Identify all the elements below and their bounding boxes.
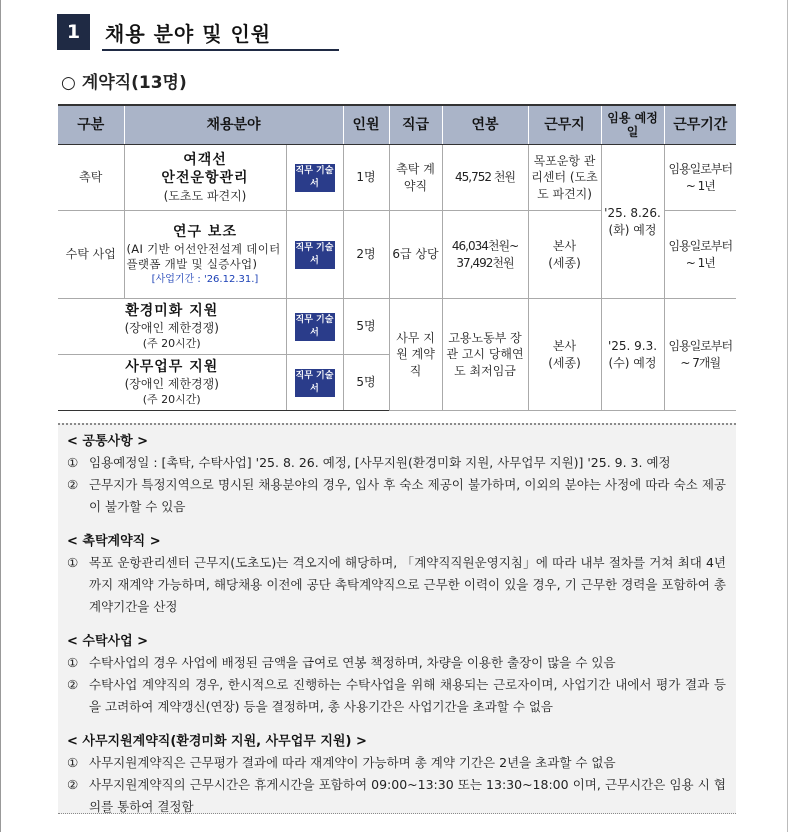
note-item	[67, 474, 726, 518]
salary-cell: 46,034천원~ 37,492천원	[442, 211, 528, 299]
field-title: 환경미화 지원	[125, 302, 219, 319]
field-title: 사무업무 지원	[125, 358, 219, 375]
badge-cell	[286, 299, 343, 355]
job-description-button[interactable]: 직무 기술서	[295, 241, 335, 269]
period-cell: 임용일로부터 ~ 1년	[664, 145, 736, 211]
job-description-button[interactable]: 직무 기술서	[295, 313, 335, 341]
badge-cell	[286, 211, 343, 299]
note-text: 수탁사업의 경우 사업에 배정된 금액을 급여로 연봉 책정하며, 차량을 이용한 출장이 많을 수 있음	[89, 655, 616, 670]
job-description-button[interactable]: 직무 기술서	[295, 164, 335, 192]
field-title: 여객선	[183, 151, 227, 168]
field-sub: (장애인 제한경쟁)	[124, 377, 219, 392]
header-salary: 연봉	[442, 105, 528, 145]
header-period: 근무기간	[664, 105, 736, 145]
field-cell	[124, 145, 286, 211]
table-row	[58, 145, 736, 211]
count-cell: 5명	[343, 355, 389, 411]
workplace-cell: 목포운항 관리센터 (도초도 파견지)	[528, 145, 601, 211]
header-count: 인원	[343, 105, 389, 145]
note-marker: ①	[67, 655, 79, 670]
grade-cell: 6급 상당	[389, 211, 442, 299]
subsection-title	[61, 68, 187, 93]
note-text: 목포 운항관리센터 근무지(도초도)는 격오지에 해당하며, 「계약직직원운영지침」에 따라 내부 절차를 거쳐 최대 4년까지 재계약 가능하며, 해당채용 이전에 공단 촉탁계약직으로 근무한 이력이 있을 경우, 기 근무한 경력을 포함하여 총 계약기간을 산정	[89, 555, 726, 614]
recruitment-table	[58, 104, 736, 411]
subsection-title-text: 계약직(13명)	[81, 73, 187, 93]
period-cell: 임용일로부터 ~ 1년	[664, 211, 736, 299]
section-underline	[102, 49, 339, 51]
note-item	[67, 452, 726, 474]
note-item	[67, 674, 726, 718]
count-cell: 5명	[343, 299, 389, 355]
workplace-cell	[528, 211, 601, 299]
field-sub: (장애인 제한경쟁)	[124, 321, 219, 336]
category-cell: 촉탁	[58, 145, 124, 211]
section-number: 1	[57, 14, 90, 50]
badge-cell	[286, 145, 343, 211]
field-note: (주 20시간)	[142, 392, 201, 406]
field-note: (주 20시간)	[142, 336, 201, 350]
count-cell: 2명	[343, 211, 389, 299]
note-text: 임용예정일 : [촉탁, 수탁사업] '25. 8. 26. 예정, [사무지원(환경미화 지원, 사무업무 지원)] '25. 9. 3. 예정	[89, 455, 671, 470]
field-title-2: 안전운항관리	[161, 170, 249, 187]
count-cell: 1명	[343, 145, 389, 211]
note-marker: ②	[67, 477, 79, 492]
grade-cell: 사무 지원 계약직	[389, 299, 442, 411]
notes-heading-project: < 수탁사업 >	[67, 634, 149, 649]
note-item	[67, 552, 726, 618]
notes-heading-contract: < 촉탁계약직 >	[67, 534, 161, 549]
header-grade: 직급	[389, 105, 442, 145]
field-description: (AI 기반 어선안전설계 데이터 플랫폼 개발 및 실증사업)	[126, 241, 281, 272]
workplace-main: 본사	[552, 339, 577, 354]
field-sub: (도초도 파견지)	[163, 189, 247, 204]
period-cell: 임용일로부터 ~ 7개월	[664, 299, 736, 411]
section-title: 채용 분야 및 인원	[105, 22, 272, 46]
note-item	[67, 774, 726, 818]
table-row	[58, 299, 736, 355]
note-text: 수탁사업 계약직의 경우, 한시적으로 진행하는 수탁사업을 위해 채용되는 근로자이며, 사업기간 내에서 평가 결과 등을 고려하여 계약갱신(연장) 등을 결정하며, 총 사용기간은 사업기간을 초과할 수 없음	[89, 677, 726, 714]
table-header-row	[58, 105, 736, 145]
field-title: 연구 보조	[173, 223, 237, 240]
note-marker: ①	[67, 455, 79, 470]
header-workplace: 근무지	[528, 105, 601, 145]
header-category: 구분	[58, 105, 124, 145]
field-cell	[58, 299, 286, 355]
start-date-cell: '25. 9.3.(수) 예정	[601, 299, 664, 411]
workplace-sub: (세종)	[548, 255, 581, 270]
header-start-date: 임용 예정일	[601, 105, 664, 145]
workplace-sub: (세종)	[548, 355, 581, 370]
page-border-left	[0, 0, 1, 832]
note-marker: ①	[67, 555, 79, 570]
note-marker: ①	[67, 755, 79, 770]
note-item	[67, 652, 726, 674]
note-text: 사무지원계약직의 근무시간은 휴게시간을 포함하여 09:00~13:30 또는 13:30~18:00 이며, 근무시간은 임용 시 협의를 통하여 결정함	[89, 777, 726, 814]
note-marker: ②	[67, 777, 79, 792]
badge-cell	[286, 355, 343, 411]
header-field: 채용분야	[124, 105, 343, 145]
salary-cell: 45,752 천원	[442, 145, 528, 211]
notes-box	[58, 423, 736, 814]
note-text: 근무지가 특정지역으로 명시된 채용분야의 경우, 입사 후 숙소 제공이 불가하며, 이외의 분야는 사정에 따라 숙소 제공이 불가할 수 있음	[89, 477, 726, 514]
category-cell: 수탁 사업	[58, 211, 124, 299]
note-item	[67, 752, 726, 774]
note-text: 사무지원계약직은 근무평가 결과에 따라 재계약이 가능하며 총 계약 기간은 2년을 초과할 수 없음	[89, 755, 616, 770]
notes-heading-support: < 사무지원계약직(환경미화 지원, 사무업무 지원) >	[67, 734, 367, 749]
salary-cell: 고용노동부 장관 고시 당해연도 최저임금	[442, 299, 528, 411]
note-marker: ②	[67, 677, 79, 692]
start-date-cell: '25. 8.26.(화) 예정	[601, 145, 664, 299]
grade-cell: 촉탁 계약직	[389, 145, 442, 211]
field-cell	[124, 211, 286, 299]
notes-heading-common: < 공통사항 >	[67, 434, 149, 449]
field-cell	[58, 355, 286, 411]
circle-bullet-icon: ○	[61, 73, 76, 93]
workplace-cell	[528, 299, 601, 411]
workplace-main: 본사	[552, 239, 577, 254]
job-description-button[interactable]: 직무 기술서	[295, 369, 335, 397]
project-period: [사업기간 : '26.12.31.]	[151, 273, 259, 285]
